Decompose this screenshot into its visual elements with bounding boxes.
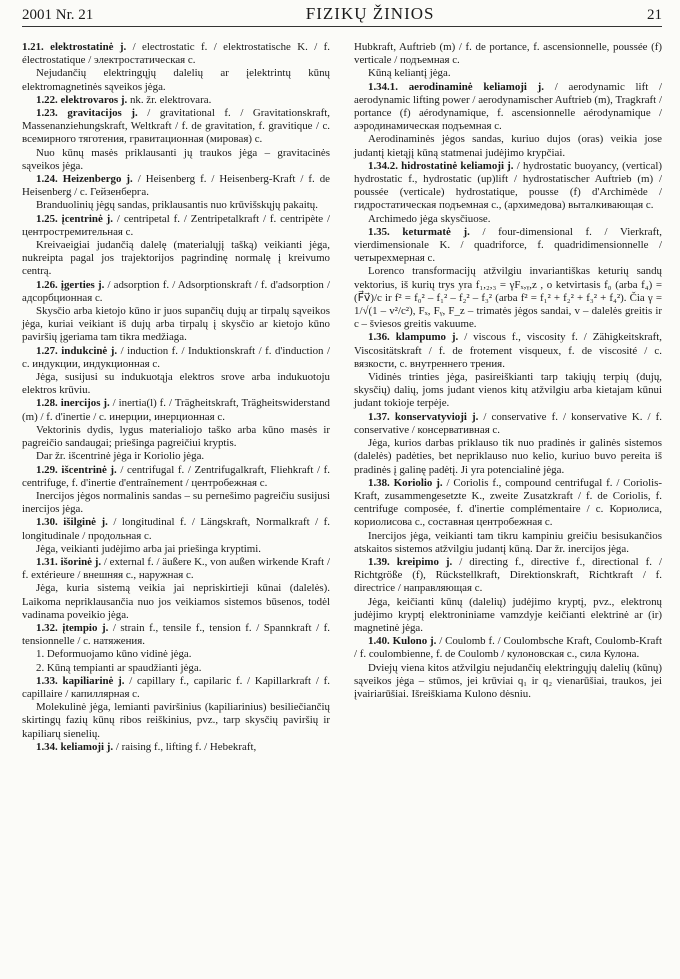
term-text: Inercijos jėgos normalinis sandas – su pernešimo pagreičiu susijusi inercijos jėga. [22,489,330,516]
term-text: / strain f., tensile f., tension f. / Spannkraft / f. tensionnelle / с. натяжения. [22,621,330,648]
term-heading: 1.30. išilginė j. [36,516,108,529]
term-entry [22,279,330,305]
term-entry [354,41,662,67]
page-number: 21 [647,7,662,23]
term-text: 2. Kūną tempianti ar spaudžianti jėga. [36,661,202,674]
term-text: Vektorinis dydis, lygus materialiojo taško arba kūno masės ir pagreičio sandaugai; priešinga pagreičiui kryptis. [22,423,330,450]
term-entry [354,477,662,530]
term-heading: 1.23. gravitacijos j. [36,107,138,120]
term-entry [354,331,662,371]
term-text: / external f. / äußere K., von außen wirkende Kraft / f. extérieure / внешняя с., наружная с. [22,555,330,582]
term-text: Kūną keliantį jėga. [368,67,451,80]
term-entry [22,622,330,648]
term-heading: 1.22. elektrovaros j. [36,93,128,106]
term-entry [22,41,330,67]
definition-paragraph [354,596,662,636]
term-entry [354,160,662,213]
term-text: Jėga, kurios darbas priklauso tik nuo pradinės ir galinės sistemos (dalelės) padėties, bet nepriklauso nuo kelio, kuriuo buvo pereita iš pradinės į galinę padėtį. Ji yra potencialinė jėga. [354,437,662,476]
term-text: Skysčio arba kietojo kūno ir juos supančių dujų ar tirpalų sąveikos jėga, kuriai veikiant iš dujų arba tirpalų į skysčio ar kietojo kūno paviršių įgeriama tam tikra medžiaga. [22,305,330,344]
term-heading: 1.34. keliamoji j. [36,740,114,753]
term-text: / longitudinal f. / Längskraft, Normalkraft / f. longitudinale / продольная с. [22,516,330,542]
term-heading: 1.36. klampumo j. [368,331,459,344]
term-heading: 1.29. išcentrinė j. [36,463,117,476]
definition-paragraph [354,437,662,477]
definition-paragraph [354,530,662,556]
text-columns [22,41,662,754]
term-entry [22,516,330,542]
term-entry [354,81,662,134]
term-heading: 1.37. konservatyvioji j. [368,410,479,423]
term-text: / conservative f. / konservative K. / f. conservative / консервативная с. [354,410,662,436]
term-text: Jėga, kuria sistemą veikia jai nepriskirtieji kūnai (dalelės). Laikoma nepriklausančia nuo jos veikiamos sistemos būsenos, todėl vadinama poveikio jėga. [22,582,330,621]
definition-paragraph [22,424,330,450]
term-entry [354,635,662,661]
term-text: Branduolinių jėgų sandas, priklausantis nuo krūvišskųjų pakaitų. [36,199,318,212]
term-text: / Heisenberg f. / Heisenberg-Kraft / f. de Heisenberg / с. Гейзенберга. [22,173,330,199]
definition-paragraph [22,648,330,661]
definition-paragraph [22,239,330,279]
term-text: / induction f. / Induktionskraft / f. d'induction / с. индукции, индукционная с. [22,344,330,370]
term-text: / inertia(l) f. / Trägheitskraft, Trägheitswiderstand (m) / f. d'inertie / с. инерции, инерционная с. [22,397,330,423]
term-text: Archimedo jėga skysčiuose. [368,212,491,225]
term-text: Jėga, keičianti kūnų (dalelių) judėjimo kryptį, pvz., elektronų judėjimo kryptį elektroniniame vamzdyje keičianti elektrinė ar (ir) magnetinė jėga. [354,595,662,634]
term-text: / aerodynamic lift / aerodynamic lifting power / aerodynamischer Auftrieb (m), Tragkraft / portance (f) aérodynamique, f. ascensionnelle aérodynamique / аэродинамическая подъемная с. [354,80,662,133]
definition-paragraph [354,67,662,80]
term-heading: 1.27. indukcinė j. [36,344,118,357]
term-heading: 1.32. įtempio j. [36,621,109,634]
term-text: / centripetal f. / Zentripetalkraft / f. centripète / центростремительная с. [22,212,330,238]
term-text: / Coulomb f. / Coulombsche Kraft, Coulomb-Kraft / f. coulombienne, f. de Coulomb / кулоновская с., сила Кулона. [354,635,662,661]
term-text: Jėga, susijusi su indukuotąja elektros srove arba indukuotoju elektros krūviu. [22,371,330,397]
term-heading: 1.24. Heizenbergo j. [36,173,133,186]
term-entry [22,556,330,582]
definition-paragraph [22,67,330,93]
term-heading: 1.31. išorinė j. [36,555,102,568]
term-text: / raising f., lifting f. / Hebekraft, [113,740,257,753]
term-text: Vidinės trinties jėga, pasireiškianti tarp takiųjų terpių (dujų, skysčių) dalių, joms judant vienos kitų atžvilgiu arba kietajam kūnui judant tokioje terpėje. [354,371,662,410]
term-text: / viscous f., viscosity f. / Zähigkeitskraft, Viscositätskraft / f. de frotement visqueux, f. de viscosité / с. вязкости, с. внутреннего трения. [354,331,663,370]
term-text: / adsorption f. / Adsorptionskraft / f. d'adsorption / адсорбционная с. [22,278,330,304]
definition-paragraph [22,199,330,212]
term-entry [22,107,330,147]
term-entry [354,411,662,437]
definition-paragraph [22,450,330,463]
term-heading: 1.35. keturmatė j. [368,225,470,238]
term-text: Lorenco transformacijų atžvilgiu invariantiškas keturių sandų vektorius, iš kurių trys yra f₁,₂,₃ = γFₓ,ᵧ,z , o ketvirtasis f₀ (arba f₄) = (F⃗v⃗)/c ir f² = f₀² – f₁² – f₂² – f₃² (arba f² = f₁² + f₂² + f₃² + f₄²). Čia γ = 1/√(1 – v²/c²), Fₓ, Fᵧ, F_z – trimatės jėgos sandai, v – dalelės greitis ir c – šviesos greitis vakuume. [354,265,662,331]
term-entry [22,94,330,107]
definition-paragraph [22,490,330,516]
term-entry [22,173,330,199]
term-text: Dviejų viena kitos atžvilgiu nejudančių elektringųjų dalelių (kūnų) sąveikos jėga – stūmos, jei krūviai q₁ ir q₂ vienarūšiai, traukos, jei įvairiarūšiai. Išreiškiama Kulono dėsniu. [354,661,662,700]
definition-paragraph [354,133,662,159]
definition-paragraph [22,305,330,345]
left-column [22,41,330,754]
term-text: / centrifugal f. / Zentrifugalkraft, Fliehkraft / f. centrifuge, f. d'inertie d'entraînement / центробежная с. [22,463,330,489]
term-heading: 1.28. inercijos j. [36,397,110,410]
definition-paragraph [354,213,662,226]
term-entry [354,556,662,596]
term-text: Nejudančių elektringųjų dalelių ar įelektrintų kūnų elektromagnetinės sąveikos jėga. [22,67,330,93]
term-entry [22,397,330,423]
term-text: / hydrostatic buoyancy, (vertical) hydrostatic f., hydrostatic (up)lift / hydrostatischer Auftrieb (m) / poussée (verticale) hydrostatique, pousse (f) d'Archimède / гидростатическая подъемная с., (архимедова) выталкивающая с. [354,159,662,212]
term-heading: 1.40. Kulono j. [368,635,437,648]
page-header [22,4,662,27]
term-heading: 1.34.2. hidrostatinė keliamoji j. [368,159,514,172]
term-heading: 1.34.1. aerodinaminė keliamoji j. [368,80,545,93]
journal-title: FIZIKŲ ŽINIOS [305,4,435,23]
term-text: / electrostatic f. / elektrostatische K. / f. électrostatique / электростатическая с. [22,41,330,67]
term-heading: 1.38. Koriolio j. [368,476,443,489]
term-heading: 1.33. kapiliarinė j. [36,674,125,687]
term-text: 1. Deformuojamo kūno vidinė jėga. [36,648,192,661]
term-heading: 1.39. kreipimo j. [368,555,453,568]
term-heading: 1.26. įgerties j. [36,278,105,291]
term-text: / Coriolis f., compound centrifugal f. / Coriolis-Kraft, zusammengesetzte K., zweite Zusatzkraft / f. de Coriolis, f. centrifuge composée, f. d'inertie complémentaire / с. Кориолиса, кориолисова с., составная центробежная с. [354,476,662,529]
term-text: / directing f., directive f., directional f. / Richtgröße (f), Rückstellkraft, Direktionskraft, Richtkraft / f. directrice / направляющая с. [354,555,662,595]
definition-paragraph [22,147,330,173]
term-text: / capillary f., capilaric f. / Kapillarkraft / f. capillaire / капиллярная с. [22,674,330,700]
definition-paragraph [22,543,330,556]
term-text: Inercijos jėga, veikianti tam tikru kampiniu greičiu besisukančios atskaitos sistemos atžvilgiu judantį kūną. Dar žr. inercijos jėga. [354,529,662,555]
definition-paragraph [22,371,330,397]
right-column [354,41,662,754]
definition-paragraph [22,582,330,622]
definition-paragraph [354,371,662,411]
term-entry [22,345,330,371]
definition-paragraph [22,701,330,741]
term-heading: 1.21. elektrostatinė j. [22,41,127,53]
term-text: Hubkraft, Auftrieb (m) / f. de portance, f. ascensionnelle, poussée (f) verticale / подъемная с. [354,41,662,67]
definition-paragraph [22,662,330,675]
term-text: / four-dimensional f. / Vierkraft, vierdimensionale K. / quadriforce, f. quadridimensionnelle / четырехмерная с. [354,225,662,265]
term-entry [22,464,330,490]
term-entry [354,226,662,266]
term-text: Molekulinė jėga, lemianti paviršinius (kapiliarinius) besiliečiančių skirtingų fazių kūnų ribos reiškinius, pvz., tarp skysčių paviršių ir kapiliarų sienelių. [22,701,330,740]
term-entry [22,213,330,239]
term-text: Aerodinaminės jėgos sandas, kuriuo dujos (oras) veikia jose judantį kietąjį kūną statmenai judėjimo krypčiai. [354,133,662,159]
term-text: Kreivaeigiai judančią dalelę (materialųjį tašką) veikianti jėga, nukreipta pagal jos trajektorijos pagrindinę normalę į kreivumo centrą. [22,239,330,278]
term-text: Dar žr. išcentrinė jėga ir Koriolio jėga. [36,450,205,463]
term-text: Nuo kūnų masės priklausanti jų traukos jėga – gravitacinės sąveikos jėga. [22,146,330,172]
term-entry [22,741,330,754]
issue-label: 2001 Nr. 21 [22,7,94,23]
term-entry [22,675,330,701]
definition-paragraph [354,265,662,331]
definition-paragraph [354,662,662,702]
term-text: / gravitational f. / Gravitationskraft, Massenanziehungskraft, Weltkraft / f. de gravitation, f. gravitique / с. всемирного тяготения, гравитационная (мировая) с. [22,107,331,146]
term-heading: 1.25. įcentrinė j. [36,212,114,225]
term-text: nk. žr. elektrovara. [127,93,212,106]
term-text: Jėga, veikianti judėjimo arba jai priešinga kryptimi. [36,542,262,555]
